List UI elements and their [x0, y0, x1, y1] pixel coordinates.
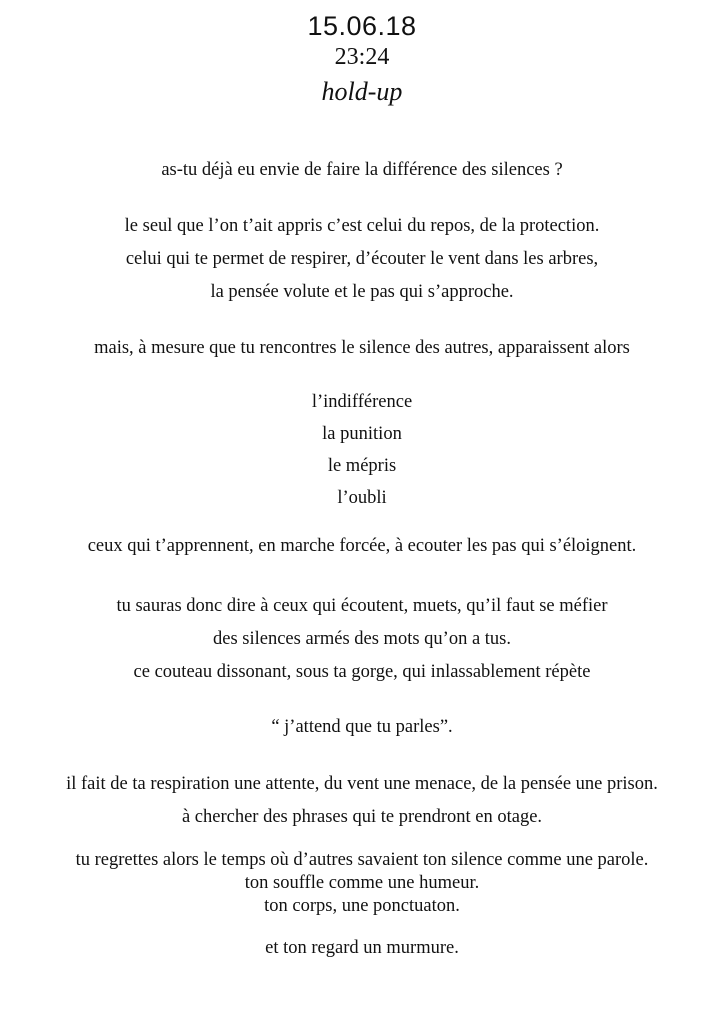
- poem-line: l’oubli: [337, 488, 387, 508]
- poem-line: ton corps, une ponctuaton.: [264, 896, 460, 916]
- poem-title: hold-up: [321, 77, 403, 106]
- poem-line: et ton regard un murmure.: [265, 938, 459, 958]
- poem-time: 23:24: [334, 44, 390, 70]
- poem-line: le mépris: [327, 456, 397, 476]
- poem-line: ceux qui t’apprennent, en marche forcée, à ecouter les pas qui s’éloignent.: [87, 536, 637, 556]
- poem-line: à chercher des phrases qui te prendront en otage.: [181, 807, 543, 827]
- poem-line: le seul que l’on t’ait appris c’est celui du repos, de la protection.: [124, 216, 600, 236]
- poem-line: tu regrettes alors le temps où d’autres savaient ton silence comme une parole.: [75, 850, 649, 870]
- poem-line: la punition: [322, 424, 402, 444]
- poem-line: il fait de ta respiration une attente, du vent une menace, de la pensée une prison.: [66, 774, 658, 794]
- poem-line: des silences armés des mots qu’on a tus.: [213, 629, 511, 649]
- poem-line: mais, à mesure que tu rencontres le silence des autres, apparaissent alors: [94, 338, 630, 358]
- poem-line: ton souffle comme une humeur.: [244, 873, 480, 893]
- poem-line: tu sauras donc dire à ceux qui écoutent, muets, qu’il faut se méfier: [116, 596, 608, 616]
- poem-line: “ j’attend que tu parles”.: [271, 717, 453, 737]
- poem-date: 15.06.18: [307, 11, 417, 41]
- poem-line: celui qui te permet de respirer, d’écouter le vent dans les arbres,: [125, 249, 599, 269]
- poem-line: ce couteau dissonant, sous ta gorge, qui inlassablement répète: [133, 662, 591, 682]
- poem-line: l’indifférence: [311, 392, 413, 412]
- poem-line: as-tu déjà eu envie de faire la différence des silences ?: [161, 160, 563, 180]
- poem-line: la pensée volute et le pas qui s’approche.: [210, 282, 514, 302]
